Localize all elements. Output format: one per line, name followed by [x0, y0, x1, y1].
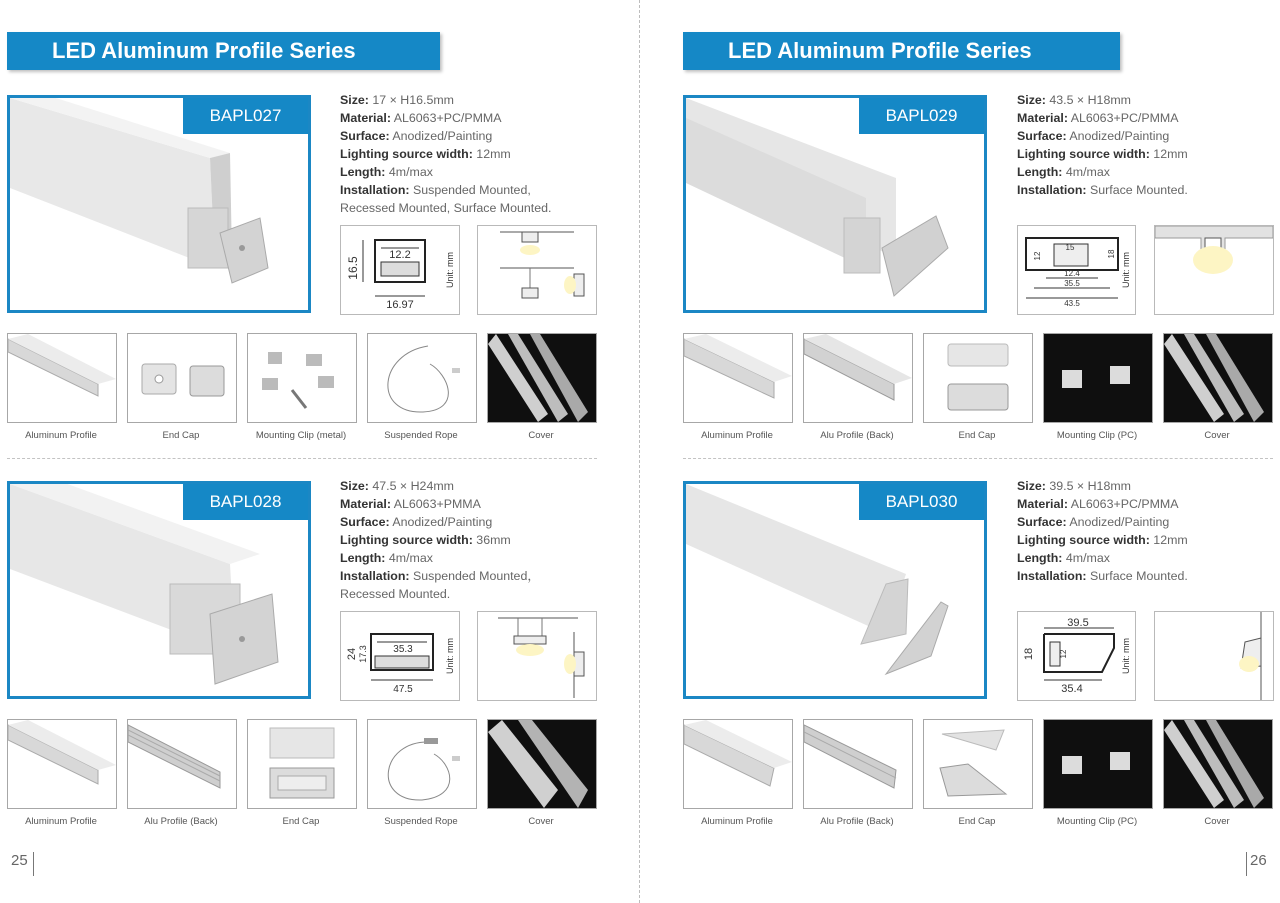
- thumb-suspended-rope: [367, 333, 477, 423]
- thumb-end-cap: [127, 333, 237, 423]
- spec-lighting-width: Lighting source width: 12mm: [340, 147, 511, 161]
- thumb-caption: Mounting Clip (PC): [1056, 430, 1138, 441]
- cross-section-diagram-bapl028: [340, 611, 460, 701]
- thumb-caption: Suspended Rope: [384, 430, 458, 441]
- spec-length: Length: 4m/max: [1017, 551, 1110, 565]
- thumb-caption: Alu Profile (Back): [820, 430, 894, 441]
- product-code-tab: BAPL029: [859, 98, 984, 134]
- product-code-tab: BAPL028: [183, 484, 308, 520]
- spec-installation: Installation: Surface Mounted.: [1017, 569, 1188, 583]
- thumb-aluminum-profile: [7, 719, 117, 809]
- page-number-rule: [33, 852, 34, 876]
- svg-text:35.5: 35.5: [1064, 279, 1080, 288]
- section-divider: [683, 458, 1273, 459]
- thumb-caption: End Cap: [282, 816, 320, 827]
- thumb-cover: [487, 333, 597, 423]
- thumb-alu-profile-back: [127, 719, 237, 809]
- thumb-mounting-clip-pc: [1043, 333, 1153, 423]
- product-code-tab: BAPL027: [183, 98, 308, 134]
- thumb-alu-profile-back: [803, 333, 913, 423]
- installation-diagram-bapl029: [1154, 225, 1274, 315]
- thumb-end-cap: [923, 333, 1033, 423]
- svg-text:Unit: mm: Unit: mm: [1121, 638, 1131, 674]
- svg-text:18: 18: [1023, 647, 1035, 661]
- spec-lighting-width: Lighting source width: 12mm: [1017, 147, 1188, 161]
- cross-section-diagram-bapl029: [1017, 225, 1136, 315]
- thumb-caption: Suspended Rope: [384, 816, 458, 827]
- section-divider: [7, 458, 597, 459]
- installation-diagram-bapl027: [477, 225, 597, 315]
- series-title: LED Aluminum Profile Series: [52, 38, 356, 63]
- spec-length: Length: 4m/max: [1017, 165, 1110, 179]
- page-number: 25: [11, 852, 28, 869]
- thumb-alu-profile-back: [803, 719, 913, 809]
- cross-section-diagram-bapl027: [340, 225, 460, 315]
- specs-bapl029: [1017, 91, 1280, 199]
- series-banner: [683, 32, 1120, 70]
- spec-size: Size: 47.5 × H24mm: [340, 479, 454, 493]
- product-photo-bapl027: [7, 95, 311, 313]
- svg-text:Unit: mm: Unit: mm: [445, 252, 455, 288]
- thumb-caption: End Cap: [958, 430, 996, 441]
- installation-diagram-bapl030: [1154, 611, 1274, 701]
- thumb-mounting-clip: [247, 333, 357, 423]
- spec-surface: Surface: Anodized/Painting: [340, 129, 493, 143]
- cross-section-diagram-bapl030: [1017, 611, 1136, 701]
- spec-size: Size: 39.5 × H18mm: [1017, 479, 1131, 493]
- svg-text:12.2: 12.2: [389, 249, 411, 261]
- thumb-aluminum-profile: [683, 333, 793, 423]
- spec-installation-cont: Recessed Mounted, Surface Mounted.: [340, 201, 552, 215]
- thumb-caption: End Cap: [958, 816, 996, 827]
- thumb-caption: Aluminum Profile: [701, 430, 773, 441]
- thumb-caption: Mounting Clip (PC): [1056, 816, 1138, 827]
- thumb-caption: Alu Profile (Back): [144, 816, 218, 827]
- svg-text:39.5: 39.5: [1067, 617, 1089, 629]
- series-title: LED Aluminum Profile Series: [728, 38, 1032, 63]
- thumb-cover: [1163, 719, 1273, 809]
- spec-surface: Surface: Anodized/Painting: [1017, 515, 1170, 529]
- thumb-cover: [1163, 333, 1273, 423]
- thumb-suspended-rope: [367, 719, 477, 809]
- svg-text:43.5: 43.5: [1064, 299, 1080, 308]
- spec-size: Size: 17 × H16.5mm: [340, 93, 454, 107]
- spec-length: Length: 4m/max: [340, 165, 433, 179]
- spec-installation: Installation: Surface Mounted.: [1017, 183, 1188, 197]
- spec-material: Material: AL6063+PC/PMMA: [1017, 111, 1179, 125]
- thumb-aluminum-profile: [683, 719, 793, 809]
- spec-material: Material: AL6063+PMMA: [340, 497, 481, 511]
- thumb-caption: Cover: [528, 430, 554, 441]
- spec-surface: Surface: Anodized/Painting: [340, 515, 493, 529]
- svg-text:12: 12: [1059, 649, 1068, 659]
- thumb-mounting-clip-pc: [1043, 719, 1153, 809]
- spec-material: Material: AL6063+PC/PMMA: [1017, 497, 1179, 511]
- svg-text:35.3: 35.3: [393, 644, 413, 655]
- series-banner: [7, 32, 440, 70]
- spec-installation: Installation: Suspended Mounted，: [340, 569, 540, 583]
- product-photo-bapl029: [683, 95, 987, 313]
- thumb-cover: [487, 719, 597, 809]
- thumb-caption: Cover: [1204, 816, 1230, 827]
- specs-bapl027: [340, 91, 620, 217]
- svg-text:47.5: 47.5: [393, 684, 413, 695]
- svg-text:Unit: mm: Unit: mm: [445, 638, 455, 674]
- page-number: 26: [1250, 852, 1267, 869]
- thumb-caption: Cover: [528, 816, 554, 827]
- svg-text:12.4: 12.4: [1064, 269, 1080, 278]
- thumb-caption: Cover: [1204, 430, 1230, 441]
- spec-length: Length: 4m/max: [340, 551, 433, 565]
- thumb-caption: End Cap: [162, 430, 200, 441]
- thumb-end-cap: [247, 719, 357, 809]
- page-26: [640, 0, 1280, 903]
- page-number-rule: [1246, 852, 1247, 876]
- thumb-caption: Mounting Clip (metal): [255, 430, 347, 441]
- thumb-caption: Aluminum Profile: [25, 430, 97, 441]
- thumb-caption: Alu Profile (Back): [820, 816, 894, 827]
- thumb-end-cap: [923, 719, 1033, 809]
- svg-text:16.97: 16.97: [386, 299, 414, 311]
- specs-bapl028: [340, 477, 620, 603]
- product-photo-bapl030: [683, 481, 987, 699]
- thumb-caption: Aluminum Profile: [701, 816, 773, 827]
- spec-size: Size: 43.5 × H18mm: [1017, 93, 1131, 107]
- spec-lighting-width: Lighting source width: 12mm: [1017, 533, 1188, 547]
- spec-material: Material: AL6063+PC/PMMA: [340, 111, 502, 125]
- installation-diagram-bapl028: [477, 611, 597, 701]
- specs-bapl030: [1017, 477, 1280, 585]
- svg-text:24: 24: [346, 647, 358, 661]
- product-photo-bapl028: [7, 481, 311, 699]
- spec-surface: Surface: Anodized/Painting: [1017, 129, 1170, 143]
- svg-text:15: 15: [1065, 243, 1075, 252]
- svg-text:17.3: 17.3: [358, 645, 368, 663]
- spec-installation-cont: Recessed Mounted.: [340, 587, 451, 601]
- svg-text:12: 12: [1033, 251, 1042, 261]
- svg-text:35.4: 35.4: [1061, 683, 1083, 695]
- thumb-caption: Aluminum Profile: [25, 816, 97, 827]
- svg-text:18: 18: [1107, 249, 1116, 259]
- svg-text:16.5: 16.5: [346, 256, 360, 280]
- thumb-aluminum-profile: [7, 333, 117, 423]
- spec-installation: Installation: Suspended Mounted,: [340, 183, 531, 197]
- svg-text:Unit: mm: Unit: mm: [1121, 252, 1131, 288]
- spec-lighting-width: Lighting source width: 36mm: [340, 533, 511, 547]
- product-code-tab: BAPL030: [859, 484, 984, 520]
